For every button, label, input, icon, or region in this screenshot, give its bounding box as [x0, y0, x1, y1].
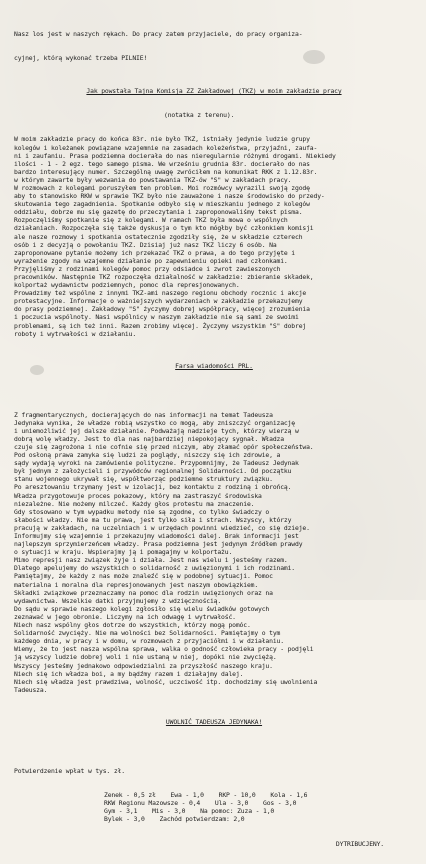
article-2-line: najlepszym sprzymierzeńcem władzy. Prasa podziemna jest jedynym źródłem prawdy — [14, 540, 303, 549]
article-2-line: Jedynaka wynika, że władze robią wszystko co mogą, aby zniszczyć organizację — [14, 418, 296, 427]
article-2-line: dobrą wolę władzy. Jest to dla nas najbardziej niepokojący sygnał. Władza — [14, 434, 284, 443]
article-2-line: Dlatego apelujemy do wszystkich o solidarność z uwięzionymi i ich rodzinami. — [14, 564, 296, 573]
signature: DYTRIBUCJENY. — [335, 839, 384, 848]
document-text — [14, 14, 414, 864]
article-2-line: i uniemożliwić jej dalsze działanie. Podważają nadzieje tych, którzy wierzą w — [14, 426, 299, 435]
article-1-line: W moim zakładzie pracy do końca 83r. nie było TKZ, istniały jedynie ludzie grupy — [14, 135, 310, 144]
article-1-line: skutowania tego zagadnienia. Spotkanie odbyło się w mieszkaniu jednego z kolegów — [14, 200, 310, 209]
article-2-line: stanu wojennego ukrywał się, współtworząc podziemne struktury związku. — [14, 475, 273, 484]
article-2-line: Wiemy, że to jest nasza wspólna sprawa, walka o godność człowieka pracy - podjęli — [14, 645, 314, 654]
article-1-line: osób i z decyzją o powołaniu TKZ. Dzisiaj już nasz TKZ liczy 6 osób. Na — [14, 240, 277, 249]
article-2-line: wydawnictwa. Wszelkie datki przyjmujemy z wdzięcznością. — [14, 596, 222, 605]
article-2-line: pracują w zakładach, na uczelniach i w urzędach powinni wiedzieć, co się dzieje. — [14, 523, 310, 532]
article-2-line: Składki związkowe przeznaczamy na pomoc dla rodzin uwięzionych oraz na — [14, 588, 273, 597]
article-1-line: ni i zaufaniu. Prasa podziemna docierała do nas nieregularnie różnymi drogami. Niekiedy — [14, 151, 336, 160]
payment-line: Bylek - 3,0 Zachód potwierdzam: 2,0 — [104, 815, 245, 824]
article-1-line: zaproponowane pytanie możemy ich przekazać TKZ o prawa, a do tego przyjęte i — [14, 248, 296, 257]
article-2-line: Informujmy się wzajemnie i przekazujmy wiadomości dalej. Brak informacji jest — [14, 532, 299, 540]
payment-line: Zenek - 0,5 zł Ewa - 1,0 RKP - 10,0 Kola - 1,6 — [104, 791, 308, 799]
article-2-line: Niech się ich władza boi, a my bądźmy razem i działajmy dalej. — [14, 669, 244, 678]
article-2-line: sądy wydają wyroki na zamówienie polityczne. Przypomnijmy, że Tadeusz Jedynak — [14, 459, 299, 468]
article-1-line: aby to stanowisko RKW w sprawie TKZ było nie zauważone i nasze środowisko do przedy- — [14, 192, 325, 201]
article-1-line: działaniach. Rozpoczęła się także dyskusja o tym kto mógłby być członkiem komisji — [14, 224, 314, 233]
intro-line: Nasz los jest w naszych rękach. Do pracy zatem przyjaciele, do pracy organiza- — [14, 30, 303, 39]
article-1-line: W rozmowach z kolegami poruszyłem ten problem. Moi rozmówcy wyrazili swoją zgodę — [14, 183, 310, 192]
article-2-line: każdego dnia, w pracy i w domu, w rozmowach z przyjaciółmi i w działaniu. — [14, 637, 284, 646]
article-1-line: i poczucia wspólnoty. Nasi wspólnicy w naszym zakładzie nie są sami ze swoimi — [14, 313, 299, 322]
article-1-body — [14, 135, 414, 337]
article-1-line: w którym zawarte były wezwania do powstawania TKZ-ów "S" w zakładach pracy. — [14, 175, 292, 184]
article-1-line: ale nasze rozmowy i spotkania ostatecznie zgodziły się, że w składzie czterech — [14, 232, 303, 241]
payments-intro: Potwierdzenie wpłat w tys. zł. — [14, 766, 125, 775]
spacer — [14, 386, 414, 394]
article-1-line: pracowników. Następnie TKZ rozpoczęła działalność w zakładzie: zbieranie składek, — [14, 273, 314, 281]
article-2-line: Z fragmentarycznych, docierających do nas informacji na temat Tadeusza — [14, 410, 273, 419]
payment-line: RKW Regionu Mazowsze - 0,4 Ula - 3,0 Gos - 3,0 — [104, 799, 297, 808]
article-1-line: oddziału, dobrze mu się gazetę do przeczytania i zaproponowaliśmy tekst pisma. — [14, 208, 303, 217]
spacer — [14, 742, 414, 750]
article-2-line: Solidarność zwycięży. Nie ma wolności bez Solidarności. Pamiętajmy o tym — [14, 629, 281, 638]
article-2-line: Po aresztowaniu trzymany jest w izolacji, bez kontaktu z rodziną i obrońcą. — [14, 483, 292, 492]
article-2-line: był jednym z założycieli i przywódców regionalnej Solidarności. Od początku — [14, 467, 292, 476]
article-2-line: niezależne. Nie możemy milczeć. Każdy głos protestu ma znaczenie. — [14, 499, 255, 508]
article-2-line: Niech się władza jest prawdziwa, wolność, uczciwość itp. dochodzimy się uwolnienia — [14, 677, 318, 686]
article-2-line: Gdy stosowano w tym wypadku metody nie są zgodne, co tylko świadczy o — [14, 507, 270, 516]
article-2-line: Tadeusza. — [14, 685, 48, 694]
article-2-title: Farsa wiadomości PRL. — [175, 362, 253, 371]
article-1-line: Rozpoczęliśmy spotkanie się z kolegami. W ramach TKZ była mowa o wspólnych — [14, 216, 288, 225]
article-1-line: bardzo interesujący numer. Szczególną uwagę zwróciłem na komunikat RKK z 1.12.83r. — [14, 167, 318, 176]
article-3-title: UWOLNIĆ TADEUSZA JEDYNAKA! — [165, 718, 263, 727]
article-2-line: Mimo represji nasz związek żyje i działa. Jest nas wielu i jesteśmy razem. — [14, 556, 288, 565]
article-2-line: Niech nasz wspólny głos dotrze do wszystkich, którzy mogą pomóc. — [14, 621, 251, 630]
article-2-line: Pod osłoną prawa zamyka się ludzi za poglądy, niszczy się ich zdrowie, a — [14, 451, 281, 460]
article-2-body — [14, 411, 414, 694]
article-2-line: ją wszyscy ludzie dobrej woli i nie ustaną w niej, dopóki nie zwyciężą. — [14, 653, 277, 662]
article-1-subtitle: (notatka z terenu). — [164, 111, 235, 120]
article-2-line: o sytuacji w kraju. Wspierajmy ją i pomagajmy w kolportażu. — [14, 548, 233, 557]
intro-line: cyjnej, którą wykonać trzeba PILNIE! — [14, 54, 148, 63]
article-2-line: materialna i moralna dla represjonowanych jest naszym obowiązkiem. — [14, 580, 259, 589]
payments-list — [14, 791, 414, 823]
article-2-line: czuje się zagrożona i nie cofnie się przed niczym, aby złamać opór społeczeństwa. — [14, 442, 314, 451]
article-2-line: zeznawać w jego obronie. Liczymy na ich odwagę i wytrwałość. — [14, 612, 236, 621]
article-1-line: kolportaż wydawnictw podziemnych, pomoc dla represjonowanych. — [14, 281, 240, 290]
article-1-line: do prasy podziemnej. Zakładowy "S" życzymy dobrej współpracy, więcej zrozumienia — [14, 305, 310, 314]
article-1-line: roboty i wytrwałości w działaniu. — [14, 329, 137, 338]
payment-line: Gym - 3,1 Mis - 3,0 Na pomoc: Zuza - 1,0 — [104, 807, 275, 816]
article-1-line: protestacyjne. Informacje o ważniejszych wydarzeniach w zakładzie przekazujemy — [14, 297, 303, 306]
article-2-line: Pamiętajmy, że każdy z nas może znaleźć się w podobnej sytuacji. Pomoc — [14, 572, 273, 581]
article-1-title: Jak powstała Tajna Komisja ZZ Zakładowej (TKZ) w moim zakładzie pracy — [86, 86, 342, 95]
article-1-line: ilości - 1 - 2 egz. tego samego pisma. We wrześniu grudnia 83r. docierało do nas — [14, 159, 310, 168]
article-2-line: Władza przygotowuje proces pokazowy, który ma zastraszyć środowiska — [14, 491, 262, 500]
article-1-line: Prowadzimy też wspólne z innymi TKZ-ami naszego regionu obchody rocznic i akcje — [14, 289, 307, 298]
article-2-line: Do sądu w sprawie naszego kolegi zgłosiło się wielu świadków gotowych — [14, 604, 270, 613]
article-1-line: kolegów i koleżanek powiązane wzajemnie na zasadach koleżeństwa, przyjaźni, zaufa- — [14, 143, 318, 152]
article-1-line: Przyjęliśmy z rodzinami kolegów pomoc przy odsiadce i zwrot zawieszonych — [14, 264, 281, 273]
article-1-line: wyrażenie zgody na wzajemne działanie po zapewnieniu opieki nad członkami. — [14, 256, 288, 265]
article-2-line: Wszyscy jesteśmy jednakowo odpowiedzialni za przyszłość naszego kraju. — [14, 661, 273, 670]
article-1-line: problemami, są ich też inni. Razem zrobimy więcej. Życzymy wszystkim "S" dobrej — [14, 321, 307, 330]
article-2-line: słabości władzy. Nie ma tu prawa, jest tylko siła i strach. Wszyscy, którzy — [14, 515, 292, 524]
